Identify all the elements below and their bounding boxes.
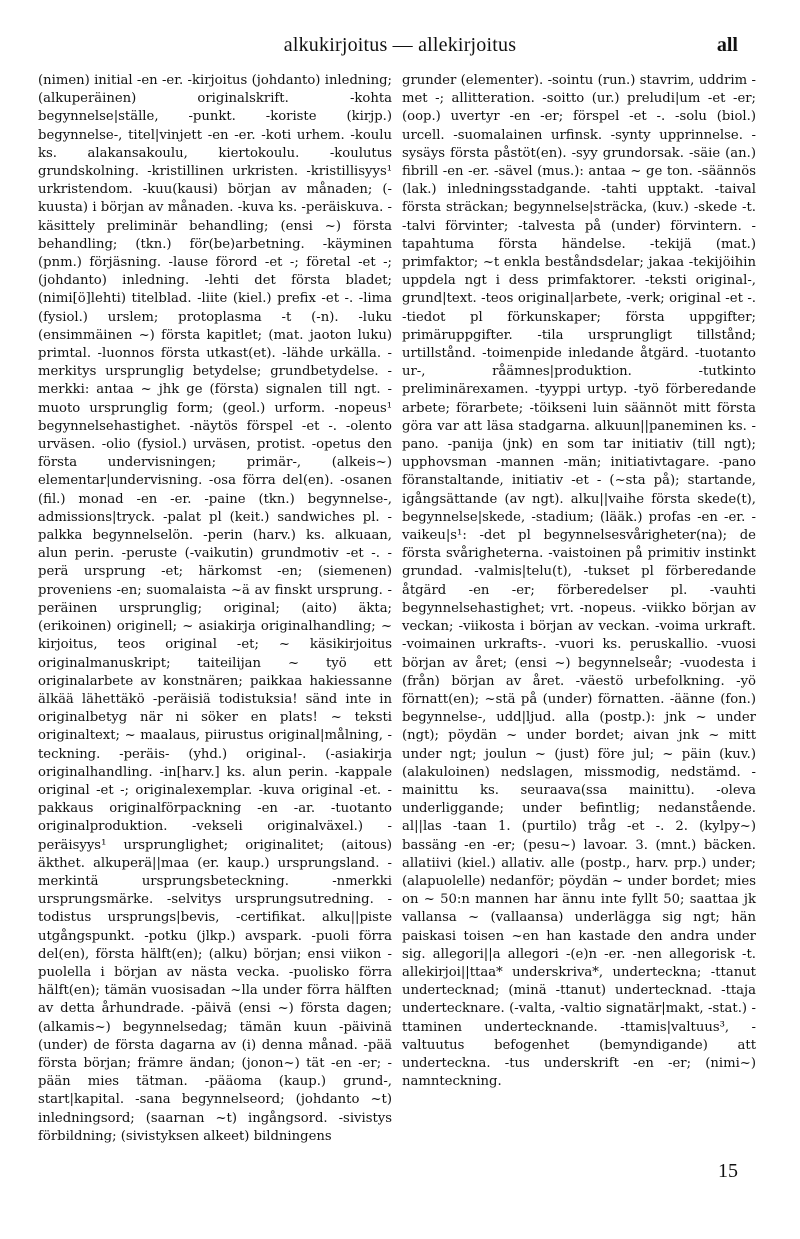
dictionary-column-left <box>38 72 392 1146</box>
running-header <box>0 34 800 60</box>
header-guide-word: all <box>716 34 738 56</box>
page-header-title: alkukirjoitus — allekirjoitus <box>283 34 517 56</box>
dictionary-column-right <box>402 72 756 1091</box>
column-right-text: grunder (elementer). -sointu (run.) stavrim, uddrim -met -; allitteration. -soitto (ur.) preludi|um -et -er; (oop.) uvertyr -en -er; förspel -et -. -solu (biol.) urcell. -suomalainen urfinsk. -synty upprinnelse. -sysäys första påstöt(en). -syy grundorsak. -säie (an.) fibrill -en -er. -sävel (mus.): antaa ~ ge ton. -säännös (lak.) inledningsstadgande. -tahti upptakt. -taival första sträckan; begynnelse|sträcka, (kuv.) -skede -t. -talvi förvinter; -talvesta på (under) förvintern. -tapahtuma första händelse. -tekijä (mat.) primfaktor; ~t enkla beståndsdelar; jakaa -tekijöihin uppdela ngt i dess primfaktorer. -teksti original-, grund|text. -teos original|arbete, -verk; original -et -. -tiedot pl förkunskaper; första uppgifter; primäruppgifter. -tila ursprungligt tillstånd; urtillstånd. -toimenpide inledande åtgärd. -tuotanto ur-, råämnes|produktion. -tutkinto preliminärexamen. -tyyppi urtyp. -työ förberedande arbete; förarbete; -töikseni luin säännöt mitt första göra var att läsa stadgarna. alkuun||paneminen ks. -pano. -panija (jnk) en som tar initiativ (till ngt); upphovsman -mannen -män; initiativtagare. -pano föranstaltande, initiativ -et - (~sta på); startande, igångsättande (av ngt). alku||vaihe första skede(t), begynnelse|skede, -stadium; (lääk.) profas -en -er. -vaikeu|s¹: -det pl begynnelsesvårigheter(na); de första svårigheterna. -vaistoinen på primitiv instinkt grundad. -valmis|telu(t), -tukset pl förberedande åtgärd -en -er; förberedelser pl. -vauhti begynnelsehastighet; vrt. -nopeus. -viikko början av veckan; -viikosta i början av veckan. -voima urkraft. -voimainen urkrafts-. -vuori ks. peruskallio. -vuosi början av året; (ensi ~) begynnelseår; -vuodesta i (från) början av året. -väestö urbefolkning. -yö förnatt(en); ~stä på (under) förnatten. -äänne (fon.) begynnelse-, udd|ljud. alla (postp.): jnk ~ under (ngt); pöydän ~ under bordet; aivan jnk ~ mitt under ngt; joulun ~ (just) före jul; ~ päin (kuv.) (alakuloinen) nedslagen, missmodig, nedstämd. -mainittu ks. seuraava(ssa mainittu). -oleva underliggande; under befintlig; nedanstående. al||las -taan 1. (purtilo) tråg -et -. 2. (kylpy~) bassäng -en -er; (pesu~) lavoar. 3. (mnt.) bäcken. allatiivi (kiel.) allativ. alle (postp., harv. prp.) under; (alapuolelle) nedanför; pöydän ~ under bordet; mies on ~ 50:n mannen har ännu inte fyllt 50; saattaa jk vallansa ~ (vallaansa) underlägga sig ngt; hän paiskasi toisen ~en han kastade den andra under sig. allegori||a allegori -(e)n -er. -nen allegorisk -t. allekirjoi||ttaa* underskriva*, underteckna; -ttanut undertecknad; (minä -ttanut) undertecknad. -ttaja undertecknare. (-valta, -valtio signatär|makt, -stat.) -ttaminen undertecknande. -ttamis|valtuus³, -valtuutus befogenhet (bemyndigande) att underteckna. -tus underskrift -en -er; (nimi~) namnteckning. <box>402 73 756 1090</box>
page-number: 15 <box>718 1160 738 1182</box>
column-left-text: (nimen) initial -en -er. -kirjoitus (johdanto) inledning; (alkuperäinen) originalskrift. -kohta begynnelse|ställe, -punkt. -koriste (kirjp.) begynnelse-, titel|vinjett -en -er. -koti urhem. -koulu ks. alakansakoulu, kiertokoulu. -koulutus grundskolning. -kristillinen urkristen. -kristillisyys¹ urkristendom. -kuu(kausi) början av månaden; (-kuusta) i början av månaden. -kuva ks. -peräiskuva. -käsittely preliminär behandling; (ensi ~) första behandling; (tkn.) för(be)arbetning. -käyminen (pnm.) förjäsning. -lause förord -et -; företal -et -; (johdanto) inledning. -lehti det första bladet; (nimi[ö]lehti) titelblad. -liite (kiel.) prefix -et -. -lima (fysiol.) urslem; protoplasma -t (-n). -luku (ensimmäinen ~) första kapitlet; (mat. jaoton luku) primtal. -luonnos första utkast(et). -lähde urkälla. -merkitys ursprunglig betydelse; grundbetydelse. -merkki: antaa ~ jhk ge (första) signalen till ngt. -muoto ursprunglig form; (geol.) urform. -nopeus¹ begynnelsehastighet. -näytös förspel -et -. -olento urväsen. -olio (fysiol.) urväsen, protist. -opetus den första undervisningen; primär-, (alkeis~) elementar|undervisning. -osa förra del(en). -osanen (fil.) monad -en -er. -paine (tkn.) begynnelse-, admissions|tryck. -palat pl (keit.) sandwiches pl. -palkka begynnelselön. -perin (harv.) ks. alkuaan, alun perin. -peruste (-vaikutin) grundmotiv -et -. -perä ursprung -et; härkomst -en; (siemenen) proveniens -en; suomalaista ~ä av finskt ursprung. -peräinen ursprunglig; original; (aito) äkta; (erikoinen) originell; ~ asiakirja originalhandling; ~ kirjoitus, teos original -et; ~ käsikirjoitus originalmanuskript; taiteilijan ~ työ ett originalarbete av konstnären; paikkaa hakiessanne älkää lähettäkö -peräisiä todistuksia! sänd inte in originalbetyg när ni söker en plats! ~ teksti originaltext; ~ maalaus, piirustus original|målning, -teckning. -peräis- (yhd.) original-. (-asiakirja originalhandling. -in[harv.] ks. alun perin. -kappale original -et -; originalexemplar. -kuva original -et. -pakkaus originalförpackning -en -ar. -tuotanto originalproduktion. -vekseli originalväxel.) -peräisyys¹ ursprunglighet; originalitet; (aitous) äkthet. alkuperä||maa (er. kaup.) ursprungsland. -merkintä ursprungsbeteckning. -nmerkki ursprungsmärke. -selvitys ursprungsutredning. -todistus ursprungs|bevis, -certifikat. alku||piste utgångspunkt. -potku (jlkp.) avspark. -puoli förra del(en), första hälft(en); (alku) början; ensi viikon -puolella i början av nästa vecka. -puolisko förra hälft(en); tämän vuosisadan ~lla under förra hälften av detta århundrade. -päivä (ensi ~) första dagen; (alkamis~) begynnelsedag; tämän kuun -päivinä (under) de första dagarna av (i) denna månad. -pää första början; främre ändan; (jonon~) tät -en -er; -pään mies tätman. -pääoma (kaup.) grund-, start|kapital. -sana begynnelseord; (johdanto ~t) inledningsord; (saarnan ~t) ingångsord. -sivistys förbildning; (sivistyksen alkeet) bildningens <box>38 73 392 1144</box>
